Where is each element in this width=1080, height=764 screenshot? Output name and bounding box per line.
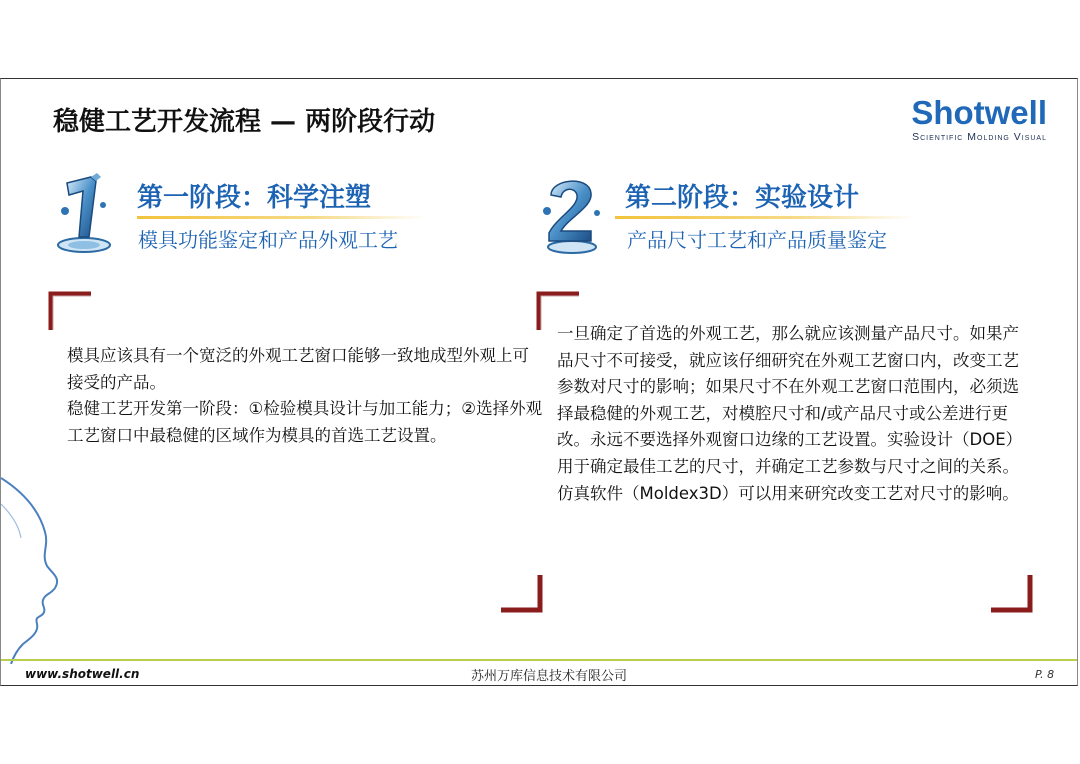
stage1-paragraph: 模具应该具有一个宽泛的外观工艺窗口能够一致地成型外观上可接受的产品。 [67,346,529,392]
footer-divider [1,659,1078,661]
stage1-subheading: 模具功能鉴定和产品外观工艺 [138,228,398,252]
stage2-underline [615,216,915,219]
face-profile-decoration [1,474,71,664]
bracket-top-left-1 [47,290,93,332]
bracket-bottom-right-1 [499,573,545,615]
stage1-underline [137,216,427,219]
stage2-heading: 第二阶段：实验设计 [625,183,860,213]
stage1-paragraph: 稳健工艺开发第一阶段：①检验模具设计与加工能力；②选择外观工艺窗口中最稳健的区域作为模具的首选工艺设置。 [67,399,543,445]
stage2-paragraph: 一旦确定了首选的外观工艺，那么就应该测量产品尺寸。如果产品尺寸不可接受，就应该仔细研究在外观工艺窗口内，改变工艺参数对尺寸的影响；如果尺寸不在外观工艺窗口范围内，必须选择最稳健的外观工艺，对模腔尺寸和/或产品尺寸或公差进行更改。永远不要选择外观窗口边缘的工艺设置。实验设计（DOE）用于确定最佳工艺的尺寸，并确定工艺参数与尺寸之间的关系。仿真软件（Moldex3D）可以用来研究改变工艺对尺寸的影响。 [557,324,1023,503]
number-1-icon [51,171,117,255]
stage1-body [67,343,543,449]
bracket-bottom-right-2 [989,573,1035,615]
logo-tagline: Scientific Molding Visual [912,131,1047,143]
stage2-subheading: 产品尺寸工艺和产品质量鉴定 [627,228,887,252]
page-number: P. 8 [1035,668,1055,681]
logo-wordmark: Shotwell [911,94,1047,131]
number-2-icon [539,171,605,255]
shotwell-logo [887,95,1047,143]
slide-title: 稳健工艺开发流程 — 两阶段行动 [53,107,436,137]
slide [0,78,1078,686]
stage2-body [557,321,1035,507]
footer-website[interactable]: www.shotwell.cn [25,667,140,681]
stage1-heading: 第一阶段：科学注塑 [137,183,372,213]
footer-company: 苏州万库信息技术有限公司 [471,669,628,684]
